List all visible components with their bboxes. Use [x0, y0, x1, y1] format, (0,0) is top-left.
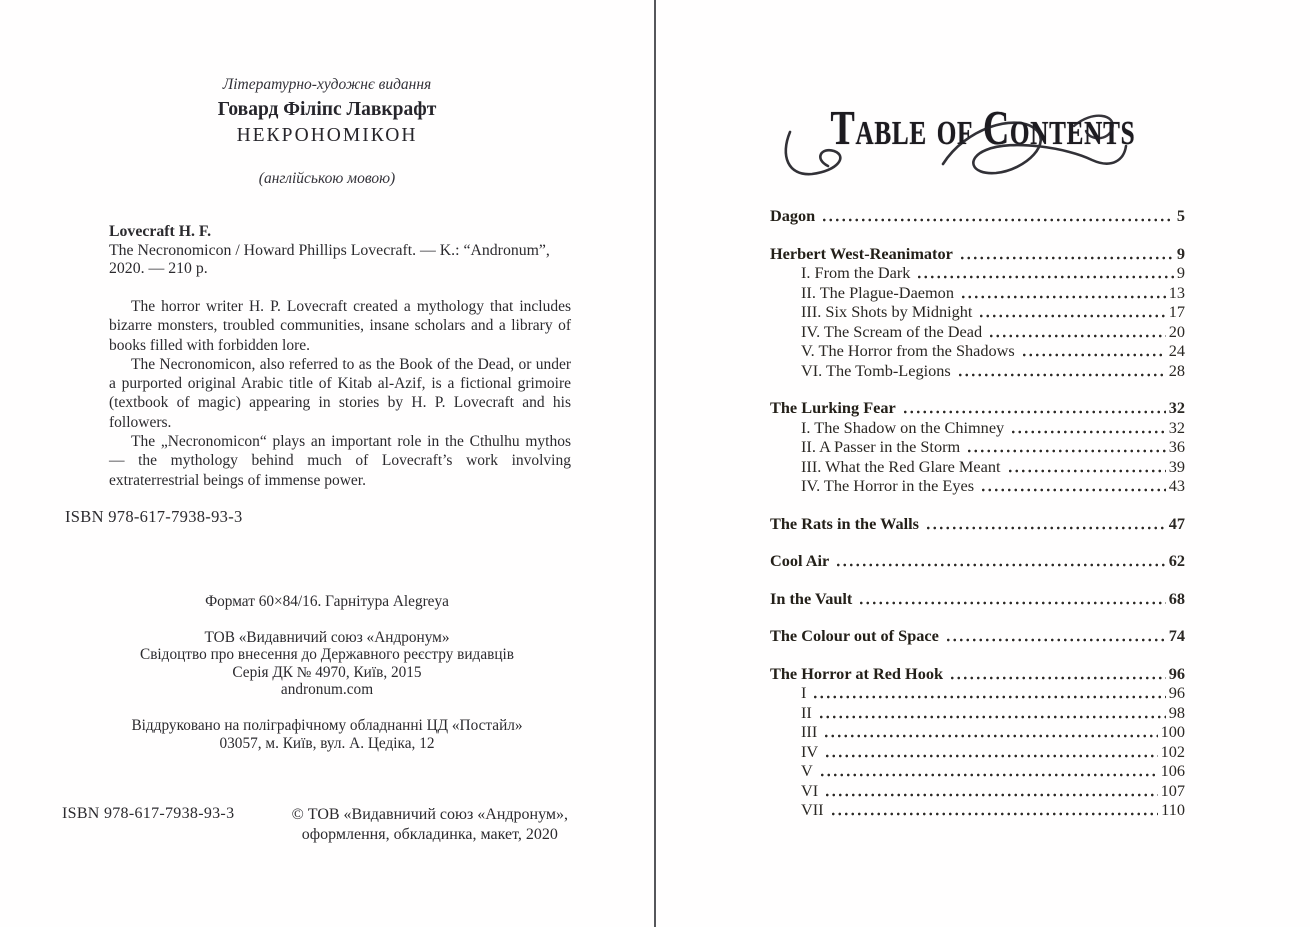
toc-entry — [770, 361, 1185, 381]
toc-entry-page: 28 — [1168, 360, 1185, 380]
print-line: Віддруковано на поліграфічному обладнанні ЦД «Постайл» — [131, 716, 523, 734]
toc-entry — [770, 322, 1185, 342]
print-line: 03057, м. Київ, вул. А. Цедіка, 12 — [219, 734, 435, 752]
edition-note: Літературно-художнє видання — [222, 76, 432, 93]
toc-entry-label: II. A Passer in the Storm — [801, 437, 961, 456]
toc-entry — [770, 244, 1185, 264]
toc-entry-label: III. Six Shots by Midnight — [801, 302, 973, 321]
annotation-paragraph: The horror writer H. P. Lovecraft created a mythology that includes bizarre monsters, troubled communities, insane scholars and a library of books filled with forbidden lore. — [109, 298, 571, 354]
annotation-paragraph: The Necronomicon, also referred to as the Book of the Dead, or under a purported original Arabic title of Kitab al-Azif, is a fictional grimoire (textbook of magic) appearing in stories by H. P. Lovecraft and his followers. — [109, 355, 571, 431]
toc-entry — [770, 206, 1185, 226]
toc-entry-page: 13 — [1168, 282, 1185, 302]
toc-entry-page: 68 — [1168, 588, 1185, 608]
toc-entry-label: IV. The Horror in the Eyes — [801, 476, 975, 495]
toc-entry — [770, 551, 1185, 571]
annotation-paragraph: The „Necronomicon“ plays an important role in the Cthulhu mythos — the mythology behind much of Lovecraft’s work involving extraterrestrial beings of immense power. — [109, 433, 571, 489]
toc-entry-page: 24 — [1168, 341, 1185, 360]
toc-entry — [770, 626, 1185, 646]
print-info — [0, 717, 654, 752]
toc-entry-page: 96 — [1168, 683, 1185, 702]
toc-entry-label: III. What the Red Glare Meant — [801, 456, 1001, 476]
publisher-line: Свідоцтво про внесення до Державного реєстру видавців — [140, 646, 514, 664]
edition-header — [0, 76, 654, 188]
copyright-line: © ТОВ «Видавничий союз «Андронум», — [291, 806, 568, 823]
publisher-line: Серія ДК № 4970, Київ, 2015 — [232, 663, 422, 681]
toc-entry-page: 32 — [1168, 398, 1185, 417]
toc-entry — [770, 703, 1185, 723]
dot-leader — [812, 683, 1165, 703]
dot-leader — [824, 781, 1157, 801]
dot-leader — [957, 361, 1166, 381]
isbn-bottom: ISBN 978-617-7938-93-3 — [62, 805, 235, 822]
toc-entry-page: 5 — [1176, 206, 1185, 225]
toc-entry-page: 36 — [1168, 437, 1185, 456]
publisher-line: ТОВ «Видавничий союз «Андронум» — [204, 628, 450, 646]
dot-leader — [821, 206, 1174, 226]
publisher-line: andronum.com — [280, 681, 374, 699]
toc-entry — [770, 263, 1185, 283]
toc-list — [770, 206, 1185, 820]
publisher-info — [0, 629, 654, 699]
dot-leader — [1021, 341, 1166, 361]
colophon — [0, 593, 654, 752]
annotation — [109, 297, 571, 490]
toc-entry — [770, 341, 1185, 361]
dot-leader — [835, 551, 1165, 571]
toc-entry-label: II — [801, 702, 812, 722]
toc-entry-label: IV. The Scream of the Dead — [801, 321, 983, 341]
bib-line: 2020. — 210 p. — [109, 260, 208, 278]
toc-entry-page: 110 — [1161, 800, 1185, 819]
copyright-note — [292, 805, 568, 844]
toc-entry-label: Dagon — [770, 206, 816, 225]
dot-leader — [824, 742, 1157, 762]
toc-entry-page: 9 — [1176, 243, 1185, 263]
toc-entry-label: Herbert West-Reanimator — [770, 243, 953, 263]
toc-entry-page: 47 — [1168, 513, 1185, 533]
bib-lines — [109, 242, 571, 279]
toc-entry-label: V. The Horror from the Shadows — [801, 341, 1015, 360]
toc-entry — [770, 514, 1185, 534]
imprint-footer — [62, 805, 568, 844]
toc-entry-label: VII — [801, 800, 824, 819]
toc-entry — [770, 589, 1185, 609]
toc-entry-label: The Colour out of Space — [770, 626, 939, 645]
dot-leader — [916, 263, 1173, 283]
dot-leader — [949, 664, 1166, 684]
bib-line: The Necronomicon / Howard Phillips Lovecraft. — K.: “Andronum”, — [109, 241, 550, 259]
toc-entry-label: V — [801, 761, 813, 780]
toc-entry-label: The Horror at Red Hook — [770, 663, 944, 683]
dot-leader — [960, 283, 1166, 303]
toc-entry — [770, 781, 1185, 801]
copyright-line: оформлення, обкладинка, макет, 2020 — [301, 825, 558, 843]
format-line: Формат 60×84/16. Гарнітура Alegreya — [205, 593, 449, 610]
toc-entry-label: II. The Plague-Daemon — [801, 282, 954, 302]
toc-entry — [770, 664, 1185, 684]
toc-title — [656, 98, 1310, 178]
toc-entry-page: 98 — [1168, 702, 1185, 722]
dot-leader — [1007, 457, 1166, 477]
toc-entry-label: IV — [801, 741, 819, 761]
dot-leader — [823, 722, 1157, 742]
dot-leader — [858, 589, 1165, 609]
dot-leader — [945, 626, 1166, 646]
toc-entry — [770, 800, 1185, 820]
toc-entry-page: 96 — [1168, 663, 1185, 683]
toc-entry-page: 102 — [1160, 741, 1185, 761]
toc-entry-label: I. The Shadow on the Chimney — [801, 417, 1005, 437]
toc-entry-page: 32 — [1168, 417, 1185, 437]
toc-entry-page: 107 — [1160, 780, 1185, 800]
bib-author: Lovecraft H. F. — [109, 223, 212, 240]
book-title: НЕКРОНОМІКОН — [236, 125, 418, 146]
toc-entry — [770, 437, 1185, 457]
toc-entry — [770, 302, 1185, 322]
dot-leader — [980, 476, 1166, 496]
dot-leader — [959, 244, 1174, 264]
toc-entry — [770, 457, 1185, 477]
toc-entry-label: I. From the Dark — [801, 263, 911, 282]
toc-entry-page: 43 — [1168, 476, 1185, 495]
toc-entry — [770, 761, 1185, 781]
dot-leader — [988, 322, 1166, 342]
dot-leader — [925, 514, 1166, 534]
toc-title-text: Table of Contents — [830, 100, 1136, 155]
toc-entry-label: In the Vault — [770, 588, 853, 608]
toc-entry-label: The Lurking Fear — [770, 398, 896, 417]
toc-entry — [770, 683, 1185, 703]
toc-entry — [770, 742, 1185, 762]
dot-leader — [966, 437, 1166, 457]
dot-leader — [902, 398, 1166, 418]
toc-entry-label: I — [801, 683, 807, 702]
toc-entry — [770, 283, 1185, 303]
toc-entry-page: 20 — [1168, 321, 1185, 341]
toc-entry-page: 74 — [1168, 626, 1185, 645]
toc-entry-label: VI — [801, 780, 819, 800]
book-author: Говард Філіпс Лавкрафт — [217, 99, 437, 120]
dot-leader — [818, 703, 1166, 723]
toc-entry-page: 100 — [1160, 722, 1185, 741]
toc-entry — [770, 722, 1185, 742]
language-note: (англійською мовою) — [258, 170, 396, 187]
bibliographic-entry — [109, 223, 571, 279]
toc-entry-label: The Rats in the Walls — [770, 513, 919, 533]
toc-entry-page: 39 — [1168, 456, 1185, 476]
right-page — [656, 0, 1310, 927]
toc-entry — [770, 398, 1185, 418]
toc-entry-page: 9 — [1176, 263, 1185, 282]
dot-leader — [1010, 418, 1166, 438]
toc-entry — [770, 418, 1185, 438]
dot-leader — [978, 302, 1165, 322]
toc-entry-label: VI. The Tomb-Legions — [801, 360, 951, 380]
toc-entry-page: 62 — [1168, 551, 1185, 570]
toc-entry-page: 17 — [1168, 302, 1185, 321]
toc-entry-page: 106 — [1160, 761, 1185, 780]
left-page — [0, 0, 654, 927]
isbn: ISBN 978-617-7938-93-3 — [65, 507, 243, 526]
dot-leader — [830, 800, 1159, 820]
toc-entry — [770, 476, 1185, 496]
dot-leader — [819, 761, 1158, 781]
toc-entry-label: III — [801, 722, 818, 741]
toc-entry-label: Cool Air — [770, 551, 830, 570]
